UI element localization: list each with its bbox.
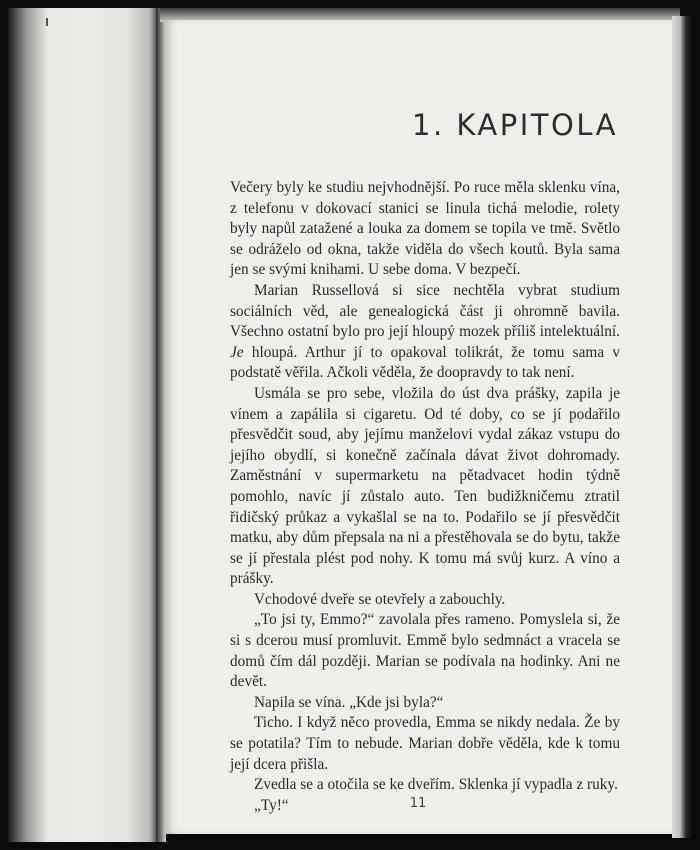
paragraph: Napila se vína. „Kde jsi byla?“ xyxy=(254,693,444,711)
paragraph-text: hloupá. Arthur jí to opakoval tolikrát, že tomu sama v podstatě věřila. Ačkoli věděla, že doopravdy to tak není. xyxy=(230,343,620,382)
paragraph: „Ty!“ xyxy=(254,796,289,814)
right-page xyxy=(164,20,672,834)
emphasis: Je xyxy=(230,343,244,361)
paragraph: Ticho. I když něco provedla, Emma se nikdy nedala. Že by se potatila? Tím to nebude. Marian dobře věděla, kde k tomu její dcera přišla. xyxy=(230,714,620,773)
paragraph: Vchodové dveře se otevřely a zabouchly. xyxy=(254,590,506,608)
paragraph: „To jsi ty, Emmo?“ zavolala přes rameno. Pomyslela si, že si s dcerou musí promluvit. Emmě bylo sedmnáct a vracela se domů čím dál později. Marian se podívala na hodinky. Ani ne devět. xyxy=(230,611,620,691)
paragraph: Večery byly ke studiu nejvhodnější. Po ruce měla sklenku vína, z telefonu v dokovací stanici se linula tichá melodie, rolety byly napůl zatažené a louka za domem se topila ve tmě. Světlo se odráželo od okna, takže viděla do všech koutů. Byla sama jen se svými knihami. U sebe doma. V bezpečí. xyxy=(230,179,620,279)
paragraph: Usmála se pro sebe, vložila do úst dva prášky, zapila je vínem a zapálila si cigaretu. Od té doby, co se jí podařilo přesvědčit soud, aby jejímu manželovi vydal zákaz vstupu do jejího obydlí, si konečně začínala dávat život dohromady. Zaměstnání v supermarketu na pětadvacet hodin týdně pomohlo, navíc jí zůstalo auto. Ten budižkničemu ztratil řidičský průkaz a vykašlal se na to. Podařilo se jí přesvědčit matku, aby dům přepsala na ni a přestěhovala se do bytu, takže se jí přestala plést pod nohy. K tomu má svůj kurz. A víno a prášky. xyxy=(230,384,620,588)
left-page xyxy=(8,8,158,842)
page-mark xyxy=(46,18,48,26)
page-edge xyxy=(672,16,692,838)
chapter-title: 1. KAPITOLA xyxy=(412,108,618,142)
chapter-body xyxy=(230,178,620,816)
paragraph: Zvedla se a otočila se ke dveřím. Sklenka jí vypadla z ruky. xyxy=(254,776,618,794)
paragraph-text: Marian Russellová si sice nechtěla vybrat studium sociálních věd, ale genealogická část ji ohromně bavila. Všechno ostatní bylo pro její hloupý mozek příliš intelektuální. xyxy=(230,281,620,341)
page-number: 11 xyxy=(409,796,427,811)
paragraph xyxy=(230,281,620,384)
